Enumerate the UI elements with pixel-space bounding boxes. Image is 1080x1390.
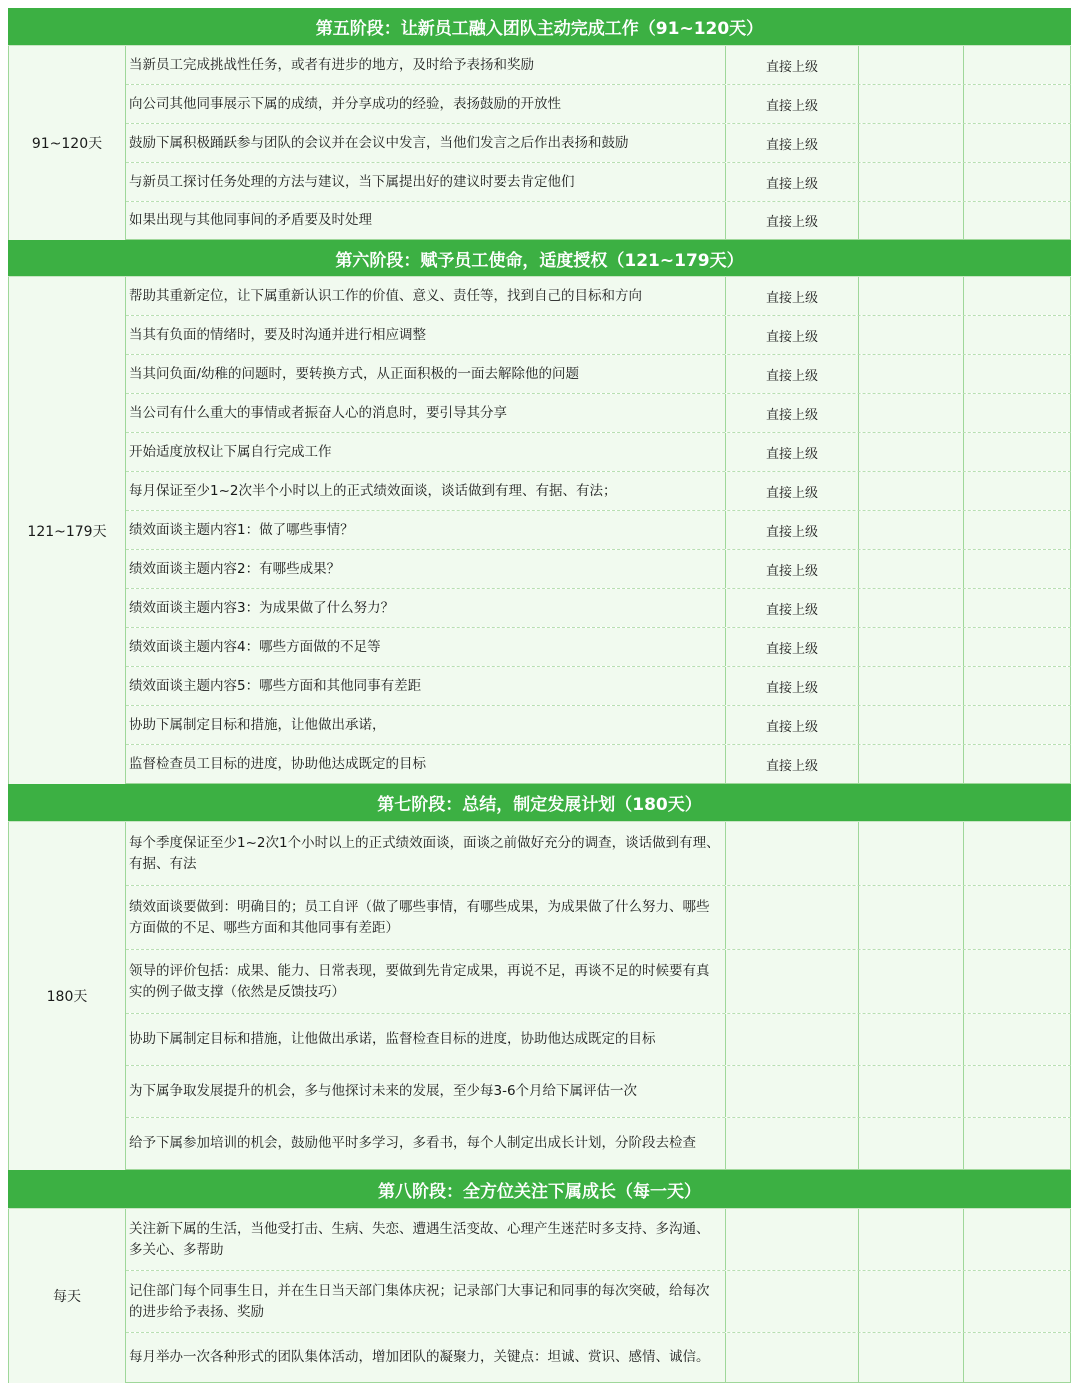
empty-cell — [964, 433, 1071, 471]
empty-cell — [964, 1333, 1071, 1382]
stage-5-title: 第五阶段：让新员工融入团队主动完成工作（91~120天） — [8, 8, 1071, 46]
empty-cell — [964, 511, 1071, 549]
responsible-cell: 直接上级 — [726, 589, 859, 627]
table-row — [126, 1209, 1071, 1271]
table-row — [126, 85, 1071, 124]
task-text: 领导的评价包括：成果、能力、日常表现，要做到先肯定成果，再说不足，再谈不足的时候要有真实的例子做支撑（依然是反馈技巧） — [126, 950, 726, 1013]
empty-cell — [964, 394, 1071, 432]
responsible-cell: 直接上级 — [726, 667, 859, 705]
empty-cell — [859, 886, 964, 949]
task-text: 帮助其重新定位，让下属重新认识工作的价值、意义、责任等，找到自己的目标和方向 — [126, 277, 726, 315]
table-row — [126, 550, 1071, 589]
table-row — [126, 1333, 1071, 1383]
table-row — [126, 394, 1071, 433]
task-text: 给予下属参加培训的机会，鼓励他平时多学习，多看书，每个人制定出成长计划，分阶段去检查 — [126, 1118, 726, 1169]
empty-cell — [859, 550, 964, 588]
responsible-cell: 直接上级 — [726, 163, 859, 201]
empty-cell — [964, 316, 1071, 354]
empty-cell — [964, 1118, 1071, 1169]
task-text: 记住部门每个同事生日，并在生日当天部门集体庆祝；记录部门大事记和同事的每次突破，给每次的进步给予表扬、奖励 — [126, 1271, 726, 1332]
responsible-cell: 直接上级 — [726, 202, 859, 239]
responsible-cell: 直接上级 — [726, 355, 859, 393]
responsible-cell: 直接上级 — [726, 85, 859, 123]
empty-cell — [859, 1333, 964, 1382]
task-text: 每月举办一次各种形式的团队集体活动，增加团队的凝聚力，关键点：坦诚、赏识、感情、诚信。 — [126, 1333, 726, 1382]
empty-cell — [859, 822, 964, 885]
responsible-cell: 直接上级 — [726, 745, 859, 783]
empty-cell — [859, 1118, 964, 1169]
empty-cell — [964, 550, 1071, 588]
table-row — [126, 355, 1071, 394]
responsible-cell: 直接上级 — [726, 706, 859, 744]
task-text: 向公司其他同事展示下属的成绩，并分享成功的经验，表扬鼓励的开放性 — [126, 85, 726, 123]
empty-cell — [859, 355, 964, 393]
empty-cell — [964, 1014, 1071, 1065]
task-text: 每个季度保证至少1~2次1个小时以上的正式绩效面谈，面谈之前做好充分的调查，谈话做到有理、有据、有法 — [126, 822, 726, 885]
empty-cell — [859, 472, 964, 510]
stage-6-period: 121~179天 — [8, 277, 126, 784]
empty-cell — [964, 163, 1071, 201]
responsible-cell: 直接上级 — [726, 472, 859, 510]
task-text: 每月保证至少1~2次半个小时以上的正式绩效面谈，谈话做到有理、有据、有法； — [126, 472, 726, 510]
empty-cell — [964, 745, 1071, 783]
responsible-cell: 直接上级 — [726, 511, 859, 549]
empty-cell — [859, 667, 964, 705]
table-row — [126, 316, 1071, 355]
stage-6-title: 第六阶段：赋予员工使命，适度授权（121~179天） — [8, 240, 1071, 277]
table-row — [126, 667, 1071, 706]
empty-cell — [964, 706, 1071, 744]
table-row — [126, 589, 1071, 628]
empty-cell — [964, 355, 1071, 393]
empty-cell — [964, 472, 1071, 510]
responsible-cell — [726, 1014, 859, 1065]
stage-7-title: 第七阶段：总结，制定发展计划（180天） — [8, 784, 1071, 822]
responsible-cell: 直接上级 — [726, 394, 859, 432]
table-row — [126, 46, 1071, 85]
task-text: 绩效面谈主题内容1：做了哪些事情？ — [126, 511, 726, 549]
task-text: 为下属争取发展提升的机会，多与他探讨未来的发展，至少每3-6个月给下属评估一次 — [126, 1066, 726, 1117]
stage-5 — [8, 8, 1071, 240]
task-text: 绩效面谈主题内容2：有哪些成果？ — [126, 550, 726, 588]
responsible-cell — [726, 1271, 859, 1332]
empty-cell — [964, 202, 1071, 239]
empty-cell — [859, 163, 964, 201]
table-row — [126, 1271, 1071, 1333]
empty-cell — [859, 706, 964, 744]
stage-6 — [8, 240, 1071, 784]
empty-cell — [859, 511, 964, 549]
stage-8-title: 第八阶段：全方位关注下属成长（每一天） — [8, 1170, 1071, 1209]
table-row — [126, 745, 1071, 784]
responsible-cell — [726, 1209, 859, 1270]
table-row — [126, 202, 1071, 240]
stage-8-period: 每天 — [8, 1209, 126, 1383]
table-row — [126, 1014, 1071, 1066]
stage-8 — [8, 1170, 1071, 1383]
empty-cell — [859, 1066, 964, 1117]
task-text: 如果出现与其他同事间的矛盾要及时处理 — [126, 202, 726, 239]
task-text: 监督检查员工目标的进度，协助他达成既定的目标 — [126, 745, 726, 783]
task-text: 鼓励下属积极踊跃参与团队的会议并在会议中发言，当他们发言之后作出表扬和鼓励 — [126, 124, 726, 162]
empty-cell — [964, 85, 1071, 123]
empty-cell — [964, 1271, 1071, 1332]
responsible-cell — [726, 886, 859, 949]
empty-cell — [859, 1014, 964, 1065]
empty-cell — [964, 822, 1071, 885]
empty-cell — [859, 202, 964, 239]
empty-cell — [964, 277, 1071, 315]
responsible-cell — [726, 950, 859, 1013]
task-text: 绩效面谈主题内容5：哪些方面和其他同事有差距 — [126, 667, 726, 705]
task-text: 当新员工完成挑战性任务，或者有进步的地方，及时给予表扬和奖励 — [126, 46, 726, 84]
responsible-cell: 直接上级 — [726, 124, 859, 162]
task-text: 开始适度放权让下属自行完成工作 — [126, 433, 726, 471]
responsible-cell: 直接上级 — [726, 46, 859, 84]
empty-cell — [859, 433, 964, 471]
task-text: 当其有负面的情绪时，要及时沟通并进行相应调整 — [126, 316, 726, 354]
empty-cell — [964, 667, 1071, 705]
empty-cell — [859, 46, 964, 84]
responsible-cell: 直接上级 — [726, 550, 859, 588]
task-text: 协助下属制定目标和措施，让他做出承诺， — [126, 706, 726, 744]
empty-cell — [859, 85, 964, 123]
empty-cell — [859, 589, 964, 627]
task-text: 与新员工探讨任务处理的方法与建议，当下属提出好的建议时要去肯定他们 — [126, 163, 726, 201]
task-text: 绩效面谈主题内容4：哪些方面做的不足等 — [126, 628, 726, 666]
table-row — [126, 1066, 1071, 1118]
table-row — [126, 472, 1071, 511]
table-row — [126, 886, 1071, 950]
empty-cell — [964, 46, 1071, 84]
stage-7-period: 180天 — [8, 822, 126, 1170]
responsible-cell — [726, 1333, 859, 1382]
responsible-cell — [726, 1066, 859, 1117]
table-row — [126, 628, 1071, 667]
table-row — [126, 124, 1071, 163]
empty-cell — [859, 745, 964, 783]
table-row — [126, 511, 1071, 550]
table-row — [126, 163, 1071, 202]
stage-7 — [8, 784, 1071, 1170]
empty-cell — [964, 950, 1071, 1013]
empty-cell — [859, 1209, 964, 1270]
empty-cell — [859, 316, 964, 354]
task-text: 绩效面谈要做到：明确目的；员工自评（做了哪些事情，有哪些成果，为成果做了什么努力、哪些方面做的不足、哪些方面和其他同事有差距） — [126, 886, 726, 949]
empty-cell — [964, 124, 1071, 162]
table-row — [126, 950, 1071, 1014]
task-text: 关注新下属的生活，当他受打击、生病、失恋、遭遇生活变故、心理产生迷茫时多支持、多沟通、多关心、多帮助 — [126, 1209, 726, 1270]
empty-cell — [859, 950, 964, 1013]
responsible-cell — [726, 1118, 859, 1169]
empty-cell — [859, 124, 964, 162]
empty-cell — [964, 1066, 1071, 1117]
empty-cell — [859, 628, 964, 666]
stage-table — [8, 8, 1071, 1383]
empty-cell — [964, 628, 1071, 666]
empty-cell — [964, 589, 1071, 627]
empty-cell — [964, 1209, 1071, 1270]
responsible-cell: 直接上级 — [726, 433, 859, 471]
table-row — [126, 433, 1071, 472]
task-text: 当其问负面/幼稚的问题时，要转换方式，从正面积极的一面去解除他的问题 — [126, 355, 726, 393]
responsible-cell: 直接上级 — [726, 277, 859, 315]
table-row — [126, 1118, 1071, 1170]
task-text: 协助下属制定目标和措施，让他做出承诺，监督检查目标的进度，协助他达成既定的目标 — [126, 1014, 726, 1065]
task-text: 当公司有什么重大的事情或者振奋人心的消息时，要引导其分享 — [126, 394, 726, 432]
empty-cell — [859, 394, 964, 432]
responsible-cell: 直接上级 — [726, 628, 859, 666]
empty-cell — [859, 277, 964, 315]
task-text: 绩效面谈主题内容3：为成果做了什么努力？ — [126, 589, 726, 627]
responsible-cell — [726, 822, 859, 885]
empty-cell — [964, 886, 1071, 949]
empty-cell — [859, 1271, 964, 1332]
responsible-cell: 直接上级 — [726, 316, 859, 354]
table-row — [126, 706, 1071, 745]
table-row — [126, 277, 1071, 316]
stage-5-period: 91~120天 — [8, 46, 126, 240]
table-row — [126, 822, 1071, 886]
